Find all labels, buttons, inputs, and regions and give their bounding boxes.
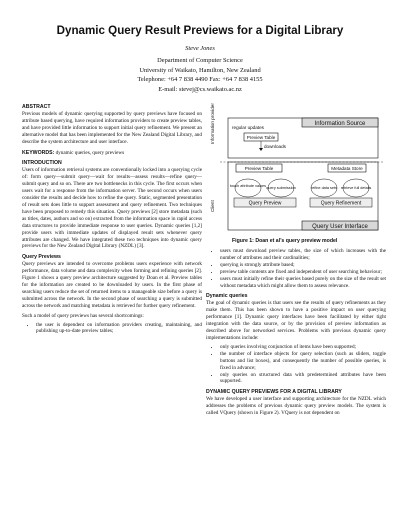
regular-updates-label: regular updates xyxy=(232,125,264,130)
shortcomings-list xyxy=(22,322,202,336)
dynamic-queries-text: The goal of dynamic queries is that users see the results of query refinements as they make them. This has been shown to have a positive impact on user querying performance [1]. Dynamic query interfaces have been facilitated by either tight integration with the data source, or by the provision of preview information as described above for networked services. Problems with previous dynamic query implementations include: xyxy=(206,300,386,341)
dqp-text: We have developed a user interface and supporting architecture for the NZDL which addresses the problems of previous dynamic query preview models. The system is called VQuery (shown in Figure 2). VQuery is not dependent on xyxy=(206,396,386,417)
keywords-label: KEYWORDS: xyxy=(22,149,55,156)
dqp-heading: DYNAMIC QUERY PREVIEWS FOR A DIGITAL LIBRARY xyxy=(206,389,342,396)
op-retrieve-full-details-label: retrieve full details xyxy=(340,186,372,190)
list-item: • the number of interface objects for query selection (such as sliders, toggle buttons and list boxes), and consequently the number of possible queries, is fixed in advance; xyxy=(220,351,386,372)
left-column xyxy=(22,100,202,337)
list-item: • the user is dependent on information providers creating, maintaining, and publishing up-to-date preview tables; xyxy=(36,322,202,336)
query-refinement-label: Query Refinement xyxy=(320,200,362,207)
op-query-submission-label: query submission xyxy=(266,186,296,190)
list-item: • users must download preview tables, the size of which increases with the number of attributes and their cardinalities; xyxy=(220,248,386,262)
affiliation-university: University of Waikato, Hamilton, New Zealand xyxy=(139,66,261,74)
introduction-text: Users of information retrieval systems are conventionally locked into a querying cycle of: form query—submit query—wait for results—assess results—refine query—submit query and so on. There are two bottlenecks in this cycle. The first occurs when users wait for a response from the information server. The second occurs when users consider the results and decide how to refine the query. Static, segmented presentation of result sets does little to support assessment and query refinement. Two techniques have been proposed to remedy this situation. Query previews [2] store metadata (such as titles, dates, authors and so on) extracted from the information space in rapid access data structures to provide immediate response to user queries. Dynamic queries [1,2] provide users with immediate updates of displayed result sets whenever query attributes are changed. We have integrated these two techniques into dynamic query previews for the New Zealand Digital Library (NZDL) [3]. xyxy=(22,167,202,250)
metadata-store-label: Metadata Store xyxy=(331,165,363,171)
author-name: Steve Jones xyxy=(185,45,215,52)
list-item: • preview table contents are fixed and independent of user searching behaviour; xyxy=(220,269,386,276)
shortcomings-list-continued xyxy=(206,248,386,289)
list-item: • querying is strongly attribute based; xyxy=(220,262,386,269)
list-item: • only queries on structured data with predetermined attributes have been supported. xyxy=(220,372,386,386)
model-intro-text: Such a model of query previews has several shortcomings: xyxy=(22,312,144,319)
problems-list xyxy=(206,344,386,385)
query-previews-heading: Query Previews xyxy=(22,254,61,261)
op-refine-data-sets-label: refine data sets xyxy=(311,186,337,190)
preview-table-top-label: Preview Table xyxy=(246,134,276,140)
op-touch-attribute xyxy=(235,179,261,197)
query-previews-text: Query previews are intended to overcome problems users experience with network performance, data volume and data complexity when forming and refining queries [2]. Figure 1 shows a query preview architecture suggested by Doan et al. Preview tables for the information are created to be downloaded by users. In the first phase of searching users reduce the set of returned items to a manageable size before a query is submitted across the network. In the second phase of searching a query is submitted across the network and matching metadata is retrieved for further query refinement. xyxy=(22,261,202,309)
affiliation-department: Department of Computer Science xyxy=(157,57,243,65)
figure-1 xyxy=(206,100,386,235)
list-item: • only queries involving conjunction of items have been supported; xyxy=(220,344,386,351)
affiliation-email: E-mail: stevej@cs.waikato.ac.nz xyxy=(158,85,242,93)
side-label-client: Client xyxy=(210,200,215,212)
right-column xyxy=(206,248,386,419)
abstract-text: Previous models of dynamic querying supported by query previews have focused on attribute based querying, have required information providers to create preview tables, and have provided little information to support initial query refinement. We present an alternative model that has been implemented for the New Zealand Digital Library, and describe the system architecture and user interface. xyxy=(22,111,202,145)
list-item: • users must initially refine their queries based purely on the size of the result set without metadata which might allow them to assess relevance. xyxy=(220,276,386,290)
information-source-label: Information Source xyxy=(314,121,366,127)
query-preview-label: Query Preview xyxy=(248,200,282,207)
affiliation-phone: Telephone: +64 7 838 4490 Fax: +64 7 838 4155 xyxy=(137,76,263,84)
figure-diagram xyxy=(206,100,386,235)
preview-table-bottom-label: Preview Table xyxy=(244,165,274,171)
abstract-heading: ABSTRACT xyxy=(22,104,51,110)
side-label-provider: Information provider xyxy=(210,103,215,144)
query-ui-label: Query User Interface xyxy=(312,224,368,230)
paper-title: Dynamic Query Result Previews for a Digital Library xyxy=(56,24,344,37)
downloads-label: downloads xyxy=(264,144,286,149)
dynamic-queries-heading: Dynamic queries xyxy=(206,293,248,300)
keywords-text: dynamic queries, query previews xyxy=(54,149,125,156)
op-touch-attribute-label: touch attribute values xyxy=(229,184,267,188)
figure-caption: Figure 1: Doan et al’s query preview model xyxy=(232,238,338,244)
author-block xyxy=(0,44,400,94)
keywords-line xyxy=(22,150,202,157)
introduction-heading: INTRODUCTION xyxy=(22,160,62,167)
downloads-arrowhead xyxy=(259,148,263,151)
